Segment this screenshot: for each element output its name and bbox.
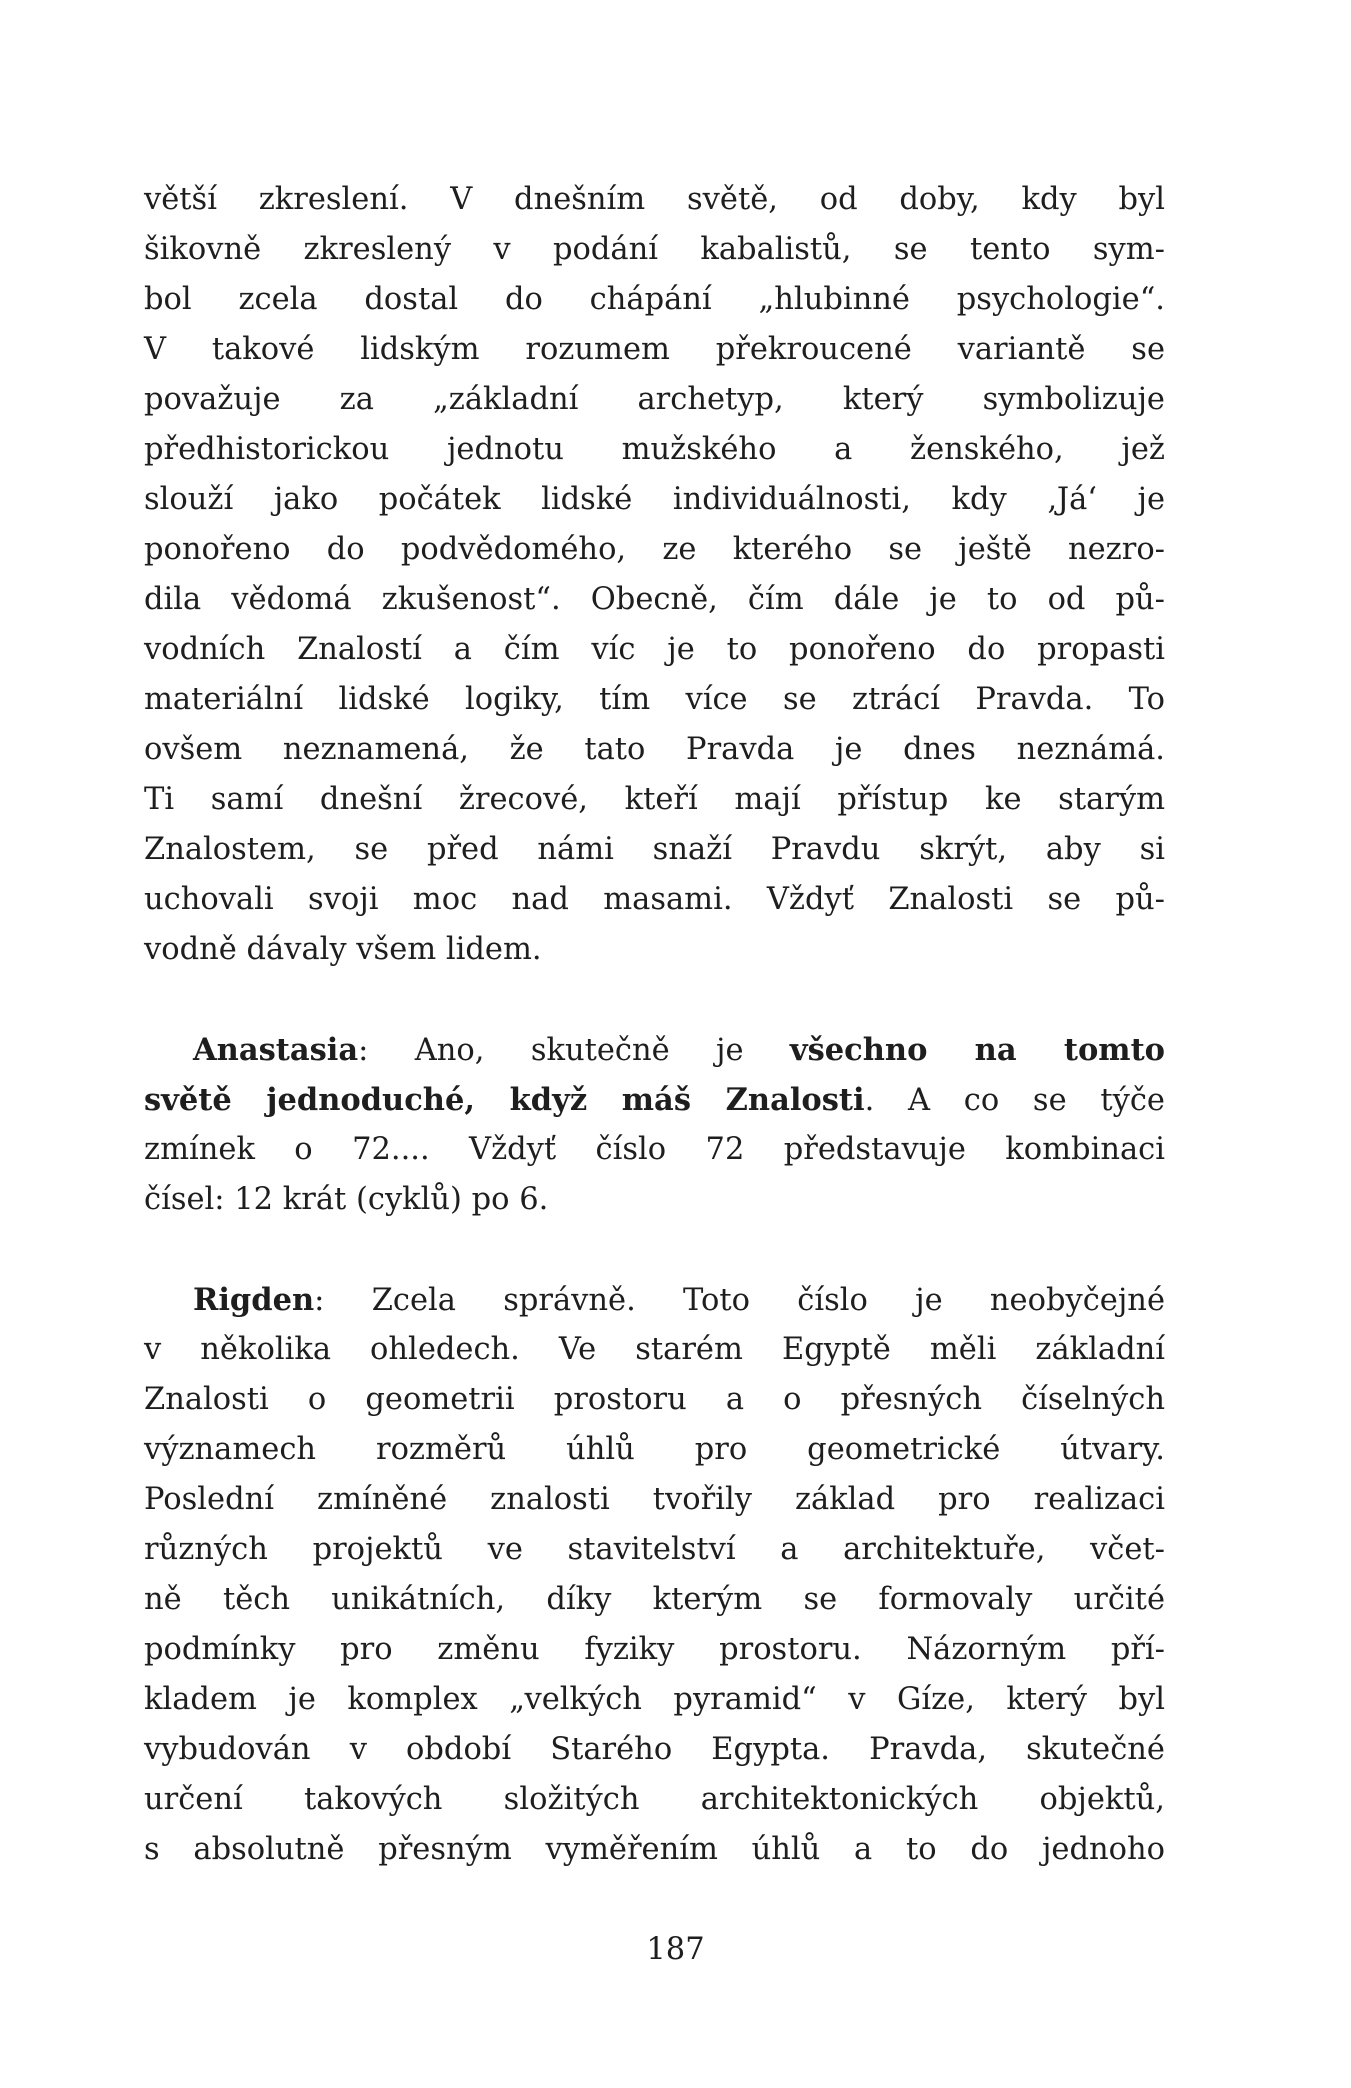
text-line: vodně dávaly všem lidem.	[144, 932, 542, 967]
speaker-name: Rigden	[193, 1282, 315, 1318]
text-line: ovšem neznamená, že tato Pravda je dnes neznámá.	[144, 732, 1165, 767]
speaker-name: Anastasia	[193, 1032, 359, 1068]
text-run: . A co se týče	[864, 1083, 1165, 1118]
text-line: materiální lidské logiky, tím více se ztrácí Pravda. To	[144, 682, 1165, 717]
text-line: bol zcela dostal do chápání „hlubinné psychologie“.	[144, 282, 1165, 317]
text-line: podmínky pro změnu fyziky prostoru. Názorným pří-	[144, 1632, 1165, 1667]
text-line: uchovali svoji moc nad masami. Vždyť Znalosti se pů-	[144, 882, 1165, 917]
emphasis-text: světě jednoduché, když máš Znalosti	[144, 1082, 865, 1118]
text-line	[144, 1025, 1165, 1075]
text-line: větší zkreslení. V dnešním světě, od doby, kdy byl	[144, 182, 1165, 217]
text-line: považuje za „základní archetyp, který symbolizuje	[144, 382, 1165, 417]
text-run: : Ano, skutečně je	[358, 1033, 790, 1068]
emphasis-text: všechno na tomto	[789, 1032, 1166, 1068]
text-line: V takové lidským rozumem překroucené variantě se	[144, 332, 1165, 367]
text-line: Znalosti o geometrii prostoru a o přesných číselných	[144, 1382, 1165, 1417]
text-line: Znalostem, se před námi snaží Pravdu skrýt, aby si	[144, 832, 1165, 867]
text-line: významech rozměrů úhlů pro geometrické útvary.	[144, 1432, 1165, 1467]
text-line	[144, 1275, 1165, 1325]
text-line	[144, 1075, 1165, 1125]
text-line: vodních Znalostí a čím víc je to ponořeno do propasti	[144, 632, 1165, 667]
text-line: zmínek o 72.... Vždyť číslo 72 představuje kombinaci	[144, 1132, 1165, 1167]
text-line: určení takových složitých architektonických objektů,	[144, 1782, 1165, 1817]
text-line: šikovně zkreslený v podání kabalistů, se tento sym-	[144, 232, 1165, 267]
paragraph-spacer	[144, 975, 1165, 1025]
text-line: v několika ohledech. Ve starém Egyptě měli základní	[144, 1332, 1165, 1367]
text-line: různých projektů ve stavitelství a architektuře, včet-	[144, 1532, 1165, 1567]
paragraph-spacer	[144, 1225, 1165, 1275]
text-line: Ti samí dnešní žrecové, kteří mají přístup ke starým	[144, 782, 1165, 817]
text-line: předhistorickou jednotu mužského a ženského, jež	[144, 432, 1165, 467]
text-line: Poslední zmíněné znalosti tvořily základ pro realizaci	[144, 1482, 1165, 1517]
text-line: kladem je komplex „velkých pyramid“ v Gíze, který byl	[144, 1682, 1165, 1717]
page-number: 187	[646, 1932, 705, 1967]
text-line: dila vědomá zkušenost“. Obecně, čím dále je to od pů-	[144, 582, 1165, 617]
text-line: s absolutně přesným vyměřením úhlů a to do jednoho	[144, 1832, 1165, 1867]
paragraph-rigden	[144, 1275, 1165, 1875]
text-run: : Zcela správně. Toto číslo je neobyčejné	[314, 1283, 1165, 1318]
text-line: čísel: 12 krát (cyklů) po 6.	[144, 1182, 549, 1217]
text-line: slouží jako počátek lidské individuálnosti, kdy ‚Já‘ je	[144, 482, 1165, 517]
text-line: vybudován v období Starého Egypta. Pravda, skutečné	[144, 1732, 1165, 1767]
paragraph-1	[144, 175, 1165, 975]
page-body	[144, 175, 1165, 1875]
paragraph-anastasia	[144, 1025, 1165, 1225]
text-line: ponořeno do podvědomého, ze kterého se ještě nezro-	[144, 532, 1165, 567]
text-line: ně těch unikátních, díky kterým se formovaly určité	[144, 1582, 1165, 1617]
